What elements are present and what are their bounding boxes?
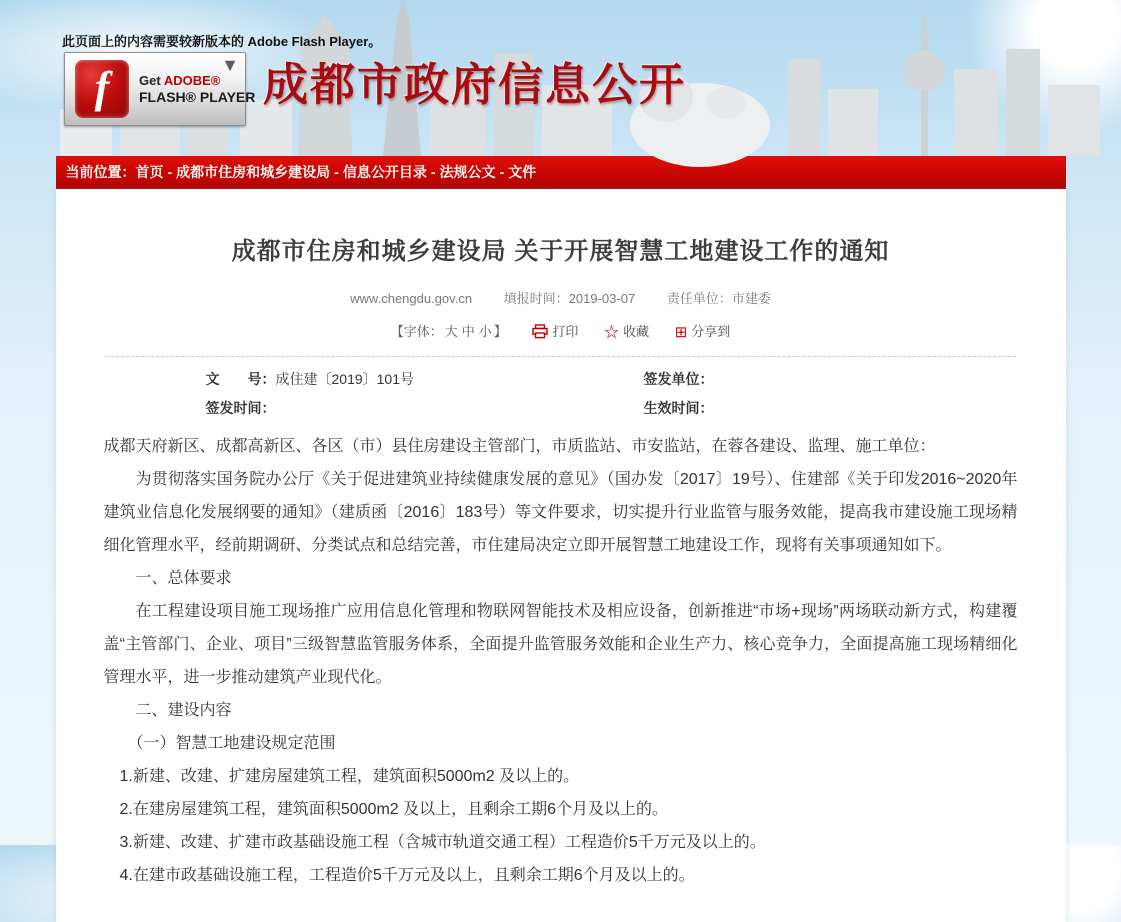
share-button[interactable] — [675, 321, 731, 341]
field-doc-number-label: 文 号： — [205, 371, 276, 387]
breadcrumb — [56, 156, 1066, 189]
paragraph-3: 一、总体要求 — [135, 570, 232, 587]
breadcrumb-link-3[interactable]: 信息公开目录 — [342, 164, 427, 180]
flash-adobe-text: ADOBE® — [163, 73, 221, 88]
paragraph-10: 4.在建市政基础设施工程，工程造价5千万元及以上，且剩余工期6个月及以上的。 — [119, 867, 695, 884]
flash-button-text — [139, 72, 255, 106]
paragraph-2: 为贯彻落实国务院办公厅《关于促进建筑业持续健康发展的意见》（国办发〔2017〕19号）、住建部《关于印发2016~2020年建筑业信息化发展纲要的通知》（建质函〔2016〕183号）等文件要求，切实提升行业监管与服务效能，提高我市建设施工现场精细化管理水平，经前期调研、分类试点和总结完善，市住建局决定立即开展智慧工地建设工作，现将有关事项通知如下。 — [103, 471, 1018, 554]
get-flash-player-button[interactable] — [64, 52, 256, 126]
breadcrumb-link-4[interactable]: 法规公文 — [439, 164, 496, 180]
font-size-option-3[interactable]: 小 — [478, 324, 492, 339]
favorite-button[interactable] — [604, 321, 649, 342]
field-issue-date — [206, 398, 644, 418]
download-arrow-icon: ▼ — [221, 55, 239, 75]
favorite-label: 收藏 — [623, 324, 650, 339]
flash-upgrade-notice: 此页面上的内容需要较新版本的 Adobe Flash Player。 — [62, 34, 382, 49]
article-toolbar — [104, 321, 1018, 342]
paragraph-7: 1.新建、改建、扩建房屋建筑工程，建筑面积5000m2 及以上的。 — [119, 768, 580, 785]
responsible-unit-value: 市建委 — [731, 291, 771, 306]
field-issuing-unit-label: 签发单位： — [643, 371, 714, 387]
document-fields — [104, 369, 1018, 418]
breadcrumb-separator: - — [430, 164, 436, 180]
share-label: 分享到 — [691, 324, 731, 339]
main-column — [56, 156, 1066, 922]
document-body — [104, 430, 1018, 892]
field-effective-date — [644, 398, 1018, 418]
source-url: www.chengdu.gov.cn — [350, 291, 473, 306]
site-header — [0, 0, 1121, 156]
article — [56, 189, 1066, 922]
breadcrumb-separator: - — [167, 164, 173, 180]
paragraph-1: 成都天府新区、成都高新区、各区（市）县住房建设主管部门，市质监站、市安监站，在蓉各建设、监理、施工单位： — [103, 438, 936, 455]
field-effective-date-label: 生效时间： — [643, 400, 714, 416]
article-meta — [104, 288, 1018, 307]
font-size-option-1[interactable]: 大 — [444, 324, 458, 339]
responsible-unit — [667, 291, 771, 306]
field-doc-number — [206, 369, 644, 389]
breadcrumb-link-1[interactable]: 首页 — [135, 164, 164, 180]
paragraph-6: （一）智慧工地建设规定范围 — [127, 735, 336, 752]
print-label: 打印 — [552, 324, 579, 339]
font-size-control — [391, 324, 507, 339]
breadcrumb-separator: - — [499, 164, 505, 180]
paragraph-8: 2.在建房屋建筑工程，建筑面积5000m2 及以上，且剩余工期6个月及以上的。 — [119, 801, 669, 818]
breadcrumb-label: 当前位置： — [65, 164, 136, 180]
printer-icon — [532, 324, 548, 339]
flash-get-text: Get — [139, 73, 161, 88]
star-icon: ☆ — [604, 324, 620, 341]
share-plus-icon: ⊞ — [674, 324, 688, 341]
font-size-prefix: 【字体： — [390, 324, 443, 339]
field-issue-date-label: 签发时间： — [205, 400, 276, 416]
field-doc-number-value: 成住建〔2019〕101号 — [275, 371, 415, 387]
breadcrumb-link-5[interactable]: 文件 — [508, 164, 537, 180]
flash-logo-icon: f — [75, 60, 129, 118]
paragraph-5: 二、建设内容 — [135, 702, 232, 719]
flash-product-text: FLASH® PLAYER — [139, 89, 256, 105]
paragraph-9: 3.新建、改建、扩建市政基础设施工程（含城市轨道交通工程）工程造价5千万元及以上的。 — [119, 834, 766, 851]
font-size-option-2[interactable]: 中 — [461, 324, 475, 339]
font-size-suffix: 】 — [493, 324, 507, 339]
breadcrumb-separator: - — [334, 164, 339, 180]
breadcrumb-link-2[interactable]: 成都市住房和城乡建设局 — [176, 164, 331, 180]
print-button[interactable] — [532, 321, 578, 340]
site-title: 成都市政府信息公开 — [263, 60, 687, 110]
report-time — [504, 291, 636, 306]
report-time-label: 填报时间： — [503, 291, 569, 306]
page-title: 成都市住房和城乡建设局 关于开展智慧工地建设工作的通知 — [231, 238, 890, 265]
responsible-unit-label: 责任单位： — [666, 291, 732, 306]
report-time-value: 2019-03-07 — [568, 291, 636, 306]
divider — [106, 356, 1016, 357]
paragraph-4: 在工程建设项目施工现场推广应用信息化管理和物联网智能技术及相应设备，创新推进“市场+现场”两场联动新方式，构建覆盖“主管部门、企业、项目”三级智慧监管服务体系，全面提升监管服务效能和企业生产力、核心竞争力，全面提高施工现场精细化管理水平，进一步推动建筑产业现代化。 — [103, 603, 1018, 686]
field-issuing-unit — [644, 369, 1018, 389]
